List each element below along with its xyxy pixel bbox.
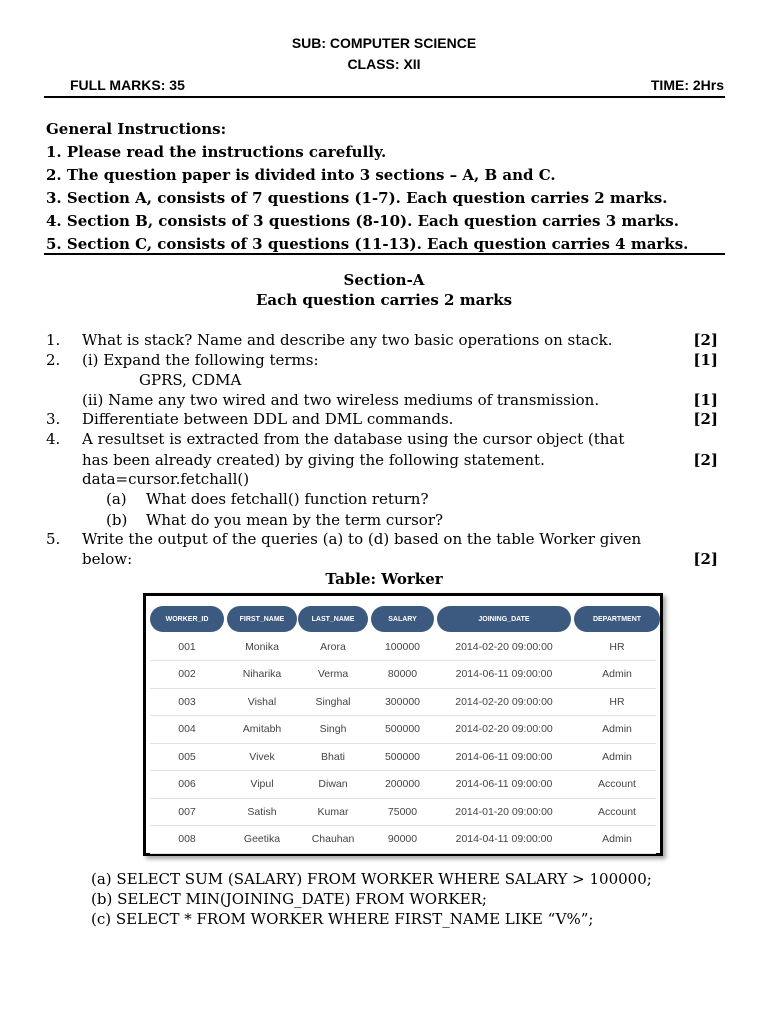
- column-header: LAST_NAME: [298, 606, 368, 632]
- question-text: A resultset is extracted from the database using the cursor object (that: [82, 430, 625, 448]
- question-marks: [2]: [693, 410, 718, 428]
- table-cell: 300000: [384, 695, 421, 708]
- table-cell: 2014-06-11 09:00:00: [455, 778, 553, 790]
- section-subtitle: Each question carries 2 marks: [255, 291, 513, 309]
- table-row: [150, 633, 656, 661]
- question-number: 5.: [46, 530, 61, 548]
- sql-query: (a) SELECT SUM (SALARY) FROM WORKER WHERE SALARY > 100000;: [91, 870, 652, 888]
- table-cell: 2014-06-11 09:00:00: [455, 750, 553, 763]
- subpart-text: What do you mean by the term cursor?: [146, 511, 444, 529]
- sql-query: (b) SELECT MIN(JOINING_DATE) FROM WORKER;: [91, 890, 487, 908]
- table-cell: Account: [598, 778, 636, 790]
- table-row: [150, 798, 656, 826]
- table-cell: 200000: [384, 778, 421, 790]
- subpart-text: What does fetchall() function return?: [146, 490, 429, 508]
- table-cell: Satish: [247, 805, 277, 818]
- table-row: [150, 661, 656, 689]
- table-cell: 2014-02-20 09:00:00: [455, 723, 553, 735]
- table-cell: 005: [178, 750, 196, 763]
- full-marks: FULL MARKS: 35: [70, 77, 185, 93]
- table-cell: HR: [609, 640, 625, 653]
- table-cell: Kumar: [317, 805, 349, 818]
- marks-time-row: [70, 77, 724, 93]
- table-cell: 2014-04-11 09:00:00: [455, 833, 553, 845]
- table-cell: 006: [178, 778, 196, 790]
- question-text: (i) Expand the following terms:: [82, 351, 319, 369]
- question-marks: [2]: [693, 550, 718, 568]
- question-number: 3.: [46, 410, 61, 428]
- table-cell: Vivek: [249, 750, 275, 763]
- table-cell: Admin: [602, 833, 632, 845]
- table-cell: Admin: [602, 750, 632, 763]
- instruction-line: 1. Please read the instructions carefully.: [46, 143, 387, 161]
- table-row: [150, 771, 656, 799]
- question-text: Differentiate between DDL and DML commands.: [82, 410, 454, 428]
- table-cell: 2014-01-20 09:00:00: [455, 805, 553, 818]
- table-row: [150, 743, 656, 771]
- instruction-line: 4. Section B, consists of 3 questions (8-10). Each question carries 3 marks.: [46, 212, 679, 230]
- table-row: [150, 826, 656, 854]
- table-cell: Niharika: [242, 668, 282, 680]
- question-number: 1.: [46, 331, 61, 349]
- table-cell: 100000: [384, 640, 421, 653]
- table-cell: 001: [178, 640, 196, 653]
- question-marks: [1]: [693, 391, 718, 409]
- table-title: Table: Worker: [325, 570, 443, 588]
- worker-table: [143, 593, 663, 856]
- question-number: 2.: [46, 351, 61, 369]
- instructions-title: General Instructions:: [46, 120, 227, 138]
- instruction-line: 3. Section A, consists of 7 questions (1-7). Each question carries 2 marks.: [46, 189, 668, 207]
- table-cell: 003: [178, 695, 196, 708]
- header-divider: [44, 96, 725, 98]
- general-instructions: [46, 118, 736, 256]
- code-statement: data=cursor.fetchall(): [82, 470, 250, 488]
- section-title: Section-A: [343, 271, 425, 289]
- column-header: SALARY: [371, 606, 434, 632]
- table-cell: 2014-06-11 09:00:00: [455, 668, 553, 680]
- column-header: WORKER_ID: [150, 606, 224, 632]
- table-cell: 80000: [387, 668, 418, 680]
- table-cell: Monika: [245, 640, 279, 653]
- column-header: DEPARTMENT: [574, 606, 660, 632]
- column-header: FIRST_NAME: [227, 606, 297, 632]
- question-text: has been already created) by giving the following statement.: [82, 451, 545, 469]
- table-cell: Verma: [317, 668, 349, 680]
- table-cell: 004: [178, 723, 196, 735]
- table-cell: Admin: [602, 668, 632, 680]
- question-marks: [2]: [693, 451, 718, 469]
- question-text: Write the output of the queries (a) to (d) based on the table Worker given: [82, 530, 642, 548]
- sql-query: (c) SELECT * FROM WORKER WHERE FIRST_NAME LIKE “V%”;: [91, 910, 594, 928]
- table-cell: 2014-02-20 09:00:00: [455, 640, 553, 653]
- table-cell: Vishal: [247, 695, 277, 708]
- table-cell: 007: [178, 805, 196, 818]
- table-cell: Amitabh: [242, 723, 282, 735]
- question-marks: [1]: [693, 351, 718, 369]
- table-cell: Vipul: [250, 778, 274, 790]
- table-cell: Admin: [602, 723, 632, 735]
- time-allowed: TIME: 2Hrs: [650, 77, 724, 93]
- table-cell: 2014-02-20 09:00:00: [455, 695, 553, 708]
- question-terms: GPRS, CDMA: [139, 371, 242, 389]
- table-cell: 500000: [384, 723, 421, 735]
- table-cell: Bhati: [321, 750, 345, 763]
- table-row: [150, 716, 656, 744]
- column-header: JOINING_DATE: [437, 606, 571, 632]
- subject-heading: SUB: COMPUTER SCIENCE: [291, 35, 477, 51]
- subpart-label: (a): [106, 490, 127, 508]
- question-text: What is stack? Name and describe any two basic operations on stack.: [82, 331, 613, 349]
- table-cell: Geetika: [243, 833, 281, 845]
- table-cell: Account: [598, 805, 636, 818]
- table-header: [150, 606, 656, 632]
- table-cell: Diwan: [318, 778, 348, 790]
- instruction-line: 5. Section C, consists of 3 questions (11-13). Each question carries 4 marks.: [46, 235, 689, 253]
- table-cell: Singhal: [315, 695, 351, 708]
- table-cell: 75000: [387, 805, 418, 818]
- question-marks: [2]: [693, 331, 718, 349]
- class-heading: CLASS: XII: [347, 56, 421, 72]
- table-cell: 008: [178, 833, 196, 845]
- table-cell: Singh: [319, 723, 347, 735]
- question-text: below:: [82, 550, 133, 568]
- instruction-line: 2. The question paper is divided into 3 sections – A, B and C.: [46, 166, 556, 184]
- table-cell: Chauhan: [311, 833, 355, 845]
- table-cell: 500000: [384, 750, 421, 763]
- table-cell: 90000: [387, 833, 418, 845]
- subpart-label: (b): [106, 511, 128, 529]
- question-number: 4.: [46, 430, 61, 448]
- instructions-divider: [44, 253, 725, 255]
- question-subpart: (ii) Name any two wired and two wireless mediums of transmission.: [82, 391, 600, 409]
- table-row: [150, 688, 656, 716]
- table-cell: 002: [178, 668, 196, 680]
- table-cell: Arora: [320, 640, 346, 653]
- table-cell: HR: [609, 695, 625, 708]
